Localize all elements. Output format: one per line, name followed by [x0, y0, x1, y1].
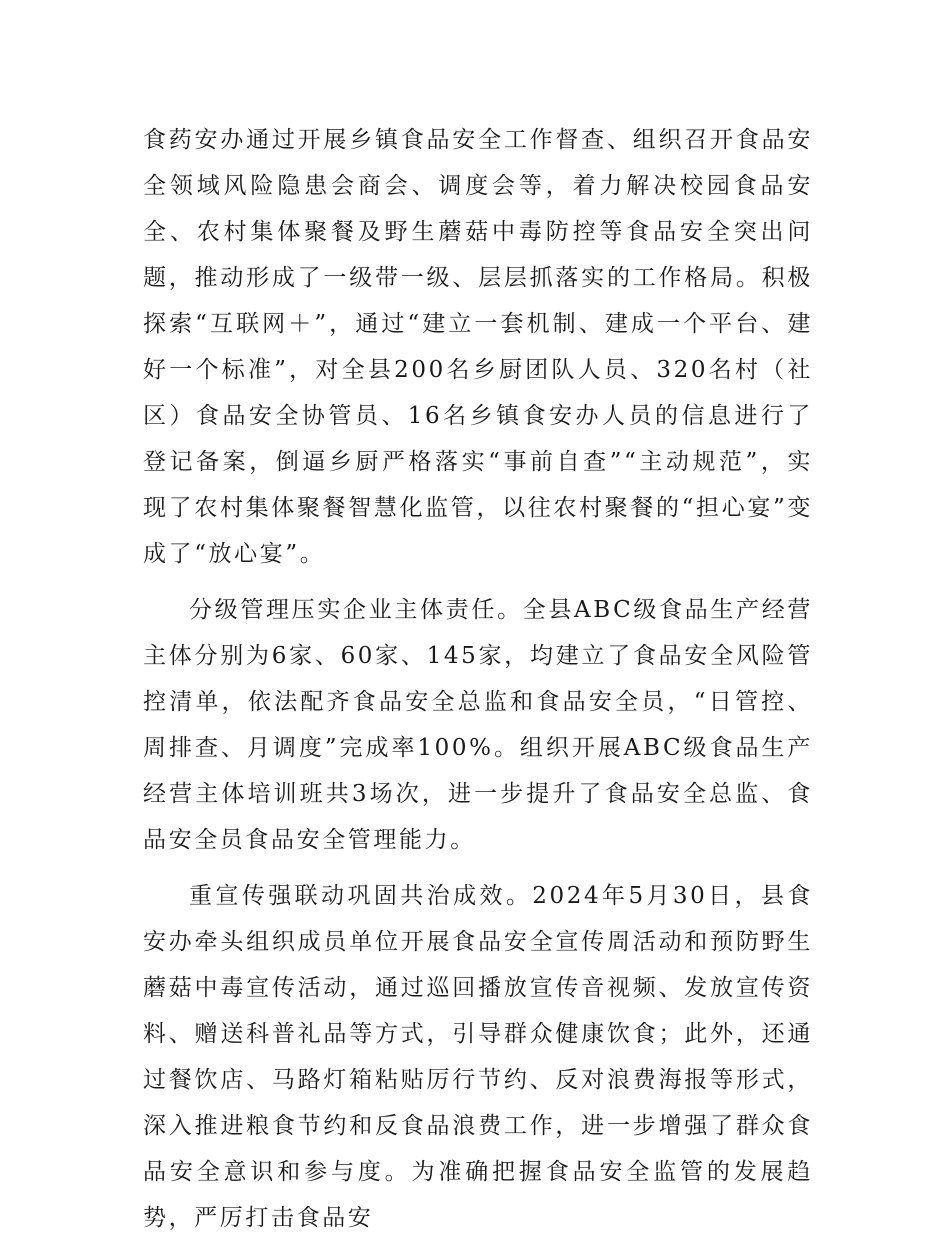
body-text	[143, 117, 813, 1251]
paragraph-1: 食药安办通过开展乡镇食品安全工作督查、组织召开食品安全领域风险隐患会商会、调度会等，着力解决校园食品安全、农村集体聚餐及野生蘑菇中毒防控等食品安全突出问题，推动形成了一级带一级、层层抓落实的工作格局。积极探索“互联网＋”，通过“建立一套机制、建成一个平台、建好一个标准”，对全县200名乡厨团队人员、320名村（社区）食品安全协管员、16名乡镇食安办人员的信息进行了登记备案，倒逼乡厨严格落实“事前自查”“主动规范”，实现了农村集体聚餐智慧化监管，以往农村聚餐的“担心宴”变成了“放心宴”。	[143, 127, 813, 567]
paragraph-2: 分级管理压实企业主体责任。全县ABC级食品生产经营主体分别为6家、60家、145家，均建立了食品安全风险管控清单，依法配齐食品安全总监和食品安全员，“日管控、周排查、月调度”完成率100%。组织开展ABC级食品生产经营主体培训班共3场次，进一步提升了食品安全总监、食品安全员食品安全管理能力。	[143, 597, 813, 853]
paragraph-3: 重宣传强联动巩固共治成效。2024年5月30日，县食安办牵头组织成员单位开展食品安全宣传周活动和预防野生蘑菇中毒宣传活动，通过巡回播放宣传音视频、发放宣传资料、赠送科普礼品等方式，引导群众健康饮食；此外，还通过餐饮店、马路灯箱粘贴厉行节约、反对浪费海报等形式，深入推进粮食节约和反食品浪费工作，进一步增强了群众食品安全意识和参与度。为准确把握食品安全监管的发展趋势，严厉打击食品安	[143, 883, 813, 1231]
